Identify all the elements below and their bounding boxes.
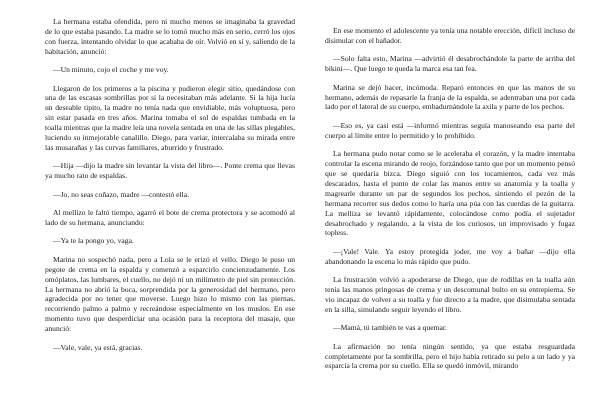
left-paragraph-3: Llegaron de los primeros a la piscina y pudieron elegir sitio, quedándose con una de las escasas sombrillas por si la necesitaban más adelante. Si la hija lucía un deseable tipito, la madre no tenía nada que envidiable, más voluptuosa, pero sin estar pasada en tres años. Marina tomaba el sol de espaldas tumbada en la toalla mientras que la madre leía una novela sentada en una de las sillas plegables, luciendo su inmejorable canalillo. Diego, para variar, intercalaba su mirada entre las musarañas y las curvas familiares, aburrido y frustrado. <box>45 83 295 152</box>
left-paragraph-6: Al mellizo le faltó tiempo, agarró el bote de crema protectora y se acomodó al lado de su hermana, anunciando: <box>45 208 295 227</box>
left-paragraph-5: —Jo, no seas coñazo, madre —contestó ella. <box>53 189 190 199</box>
right-paragraph-8: —Mamá, tú también te vas a quemar. <box>333 323 447 333</box>
right-paragraph-7: La frustración volvió a apoderarse de Diego, que de rodillas en la toalla aún tenía las manos pringosas de crema y un descomunal bulto en su entrepierna. Se vio incapaz de volver a su toalla y fue directo a la madre, que disimulaba sentada en la silla, simulando seguir leyendo el libro. <box>325 275 575 314</box>
left-page <box>45 0 295 400</box>
right-page <box>325 0 575 400</box>
right-paragraph-2: —Solo falta esto, Marina —advirtió él desabrochándole la parte de arriba del bikini—. Que luego te queda la marca esa tan fea. <box>325 54 575 74</box>
right-paragraph-6: —¡Vale! Vale. Ya estoy protegida joder, me voy a bañar —dijo ella abandonando la escena lo más rápido que pudo. <box>325 246 575 266</box>
right-paragraph-1: En ese momento el adolescente ya tenía una notable erección, difícil incluso de disimular con el bañador. <box>325 26 575 45</box>
left-paragraph-9: —Vale, vale, ya está, gracias. <box>53 342 143 352</box>
right-paragraph-4: —Eso es, ya casi está —informó mientras seguía manoseando esa parte del cuerpo al límite entre lo permitido y lo prohibido. <box>325 120 575 140</box>
right-paragraph-3: Marina se dejó hacer, incómoda. Reparó entonces en que las manos de su hermano, además de repasarle la franja de la espalda, se adentraban una por cada lado por el lateral de su cuerpo, embadurnándole la axila y parte de los pechos. <box>325 82 575 112</box>
left-paragraph-4: —Hija —dijo la madre sin levantar la vista del libro—. Ponte crema que llevas ya mucho rato de espaldas. <box>45 161 295 181</box>
right-paragraph-9: La afirmación no tenía ningún sentido, ya que estaba resguardada completamente por la sombrilla, pero el hijo había retirado su pelo a un lado y ya esparcía la crema por su cuello. Ella se quedó inmóvil, mirando <box>325 341 575 371</box>
left-paragraph-8: Marina no sospechó nada, pero a Lola se le erizó el vello. Diego le puso un pegote de crema en la espalda y comenzó a esparcirlo concienzudamente. Los omóplatos, las lumbares, el cuello, no dejó ni un milímetro de piel sin protección. La hermana no abrió la boca, sorprendida por la generosidad del hermano, pero agradecida por no tener que moverse. Luego hizo lo mismo con las piernas, recorriendo palmo a palmo y recreándose especialmente en los muslos. En ese momento tuvo que desperdiciar una ocasión para la receptora del masaje, que anunció: <box>45 254 295 334</box>
left-paragraph-7: —Ya te la pongo yo, vaga. <box>53 236 134 246</box>
right-paragraph-5: La hermana pudo notar como se le aceleraba el corazón, y la madre intentaba controlar la escena mirando de reojo, forzándose tanto que por un momento pensó que se quedaría bizca. Diego siguió con los tocamientos, cada vez más descarados, hasta el punto de colar las manos entre su anatomía y la toalla y magrearle durante un par de segundos los pechos, sintiendo el pezón de la hermana recorrer sus dedos como lo haría una púa con las cuerdas de la guitarra. La melliza se levantó rápidamente, colocándose como podía el sujetador desabrochado y regalando, a la vista de los curiosos, un improvisado y fugaz topless. <box>325 149 575 238</box>
left-paragraph-2: —Un minuto, cojo el coche y me voy. <box>53 65 169 75</box>
left-paragraph-1: La hermana estaba ofendida, pero ni mucho menos se imaginaba la gravedad de lo que estaba pasando. La madre se lo tomó mucho más en serio, cerró los ojos con fuerza, intentando olvidar lo que acababa de oír. Volvió en sí y, saliendo de la habitación, anunció: <box>45 17 295 56</box>
